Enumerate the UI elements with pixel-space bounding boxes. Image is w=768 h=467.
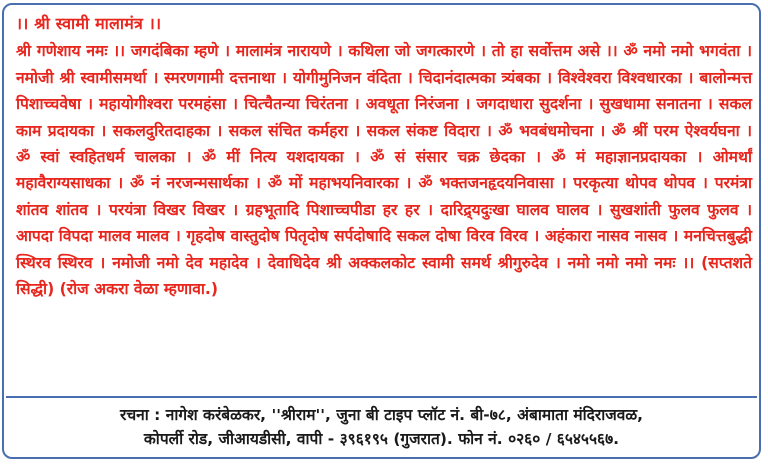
author-footer: [14, 403, 749, 451]
footer-line-1: रचना : नागेश करंबेळकर, ''श्रीराम'', जुना बी टाइप प्लॉट नं. बी-७८, अंबामाता मंदिराजवळ,: [119, 406, 644, 424]
mantra-title: ।। श्री स्वामी मालामंत्र ।।: [16, 14, 162, 33]
mantra-text: श्री गणेशाय नमः ।। जगदंबिका म्हणे । मालामंत्र नारायणे । कथिला जो जगत्कारणे । तो हा सर्वोत्तम असे ।। ॐ नमो नमो भगवंता । नमोजी श्री स्वामीसमर्था । स्मरणगामी दत्तनाथा । योगीमुनिजन वंदिता । चिदानंदात्मका त्र्यंबका । विश्वेश्वरा विश्वधारका । बालोन्मत्त पिशाच्चवेषा । महायोगीश्वरा परमहंसा । चित्चैतन्या चिरंतना । अवधूता निरंजना । जगदाधारा सुदर्शना । सुखधामा सनातना । सकल काम प्रदायका । सकलदुरितदाहका । सकल संचित कर्महरा । सकल संकष्ट विदारा । ॐ भवबंधमोचना । ॐ श्रीं परम ऐश्वर्यघना । ॐ स्वां स्वहितधर्म चालका । ॐ मीं नित्य यशदायका । ॐ सं संसार चक्र छेदका । ॐ मं महाज्ञानप्रदायका । ओमर्थां महावैराग्यसाधका । ॐ नं नरजन्मसार्थका । ॐ मों महाभयनिवारका । ॐ भक्तजनहृदयनिवासा । परकृत्या थोपव थोपव । परमंत्रा शांतव शांतव । परयंत्रा विखर विखर । ग्रहभूतादि पिशाच्चपीडा हर हर । दारिद्र्यदुःखा घालव घालव । सुखशांती फुलव फुलव । आपदा विपदा मालव मालव । गृहदोष वास्तुदोष पितृदोष सर्पदोषादि सकल दोषा विरव विरव । अहंकारा नासव नासव । मनचित्तबुद्धी स्थिरव स्थिरव । नमोजी नमो देव महादेव । देवाधिदेव श्री अक्कलकोट स्वामी समर्थ श्रीगुरुदेव । नमो नमो नमो नमः ।। (सप्तशते सिद्धी) (रोज अकरा वेळा म्हणावा.): [16, 42, 752, 299]
mantra-body: [16, 11, 752, 302]
footer-line-2: कोपर्ली रोड, जीआयडीसी, वापी - ३९६१९५ (गुजरात). फोन नं. ०२६० / ६५४५५६७.: [143, 430, 620, 448]
mantra-card: [2, 3, 761, 459]
footer-divider: [6, 396, 757, 398]
